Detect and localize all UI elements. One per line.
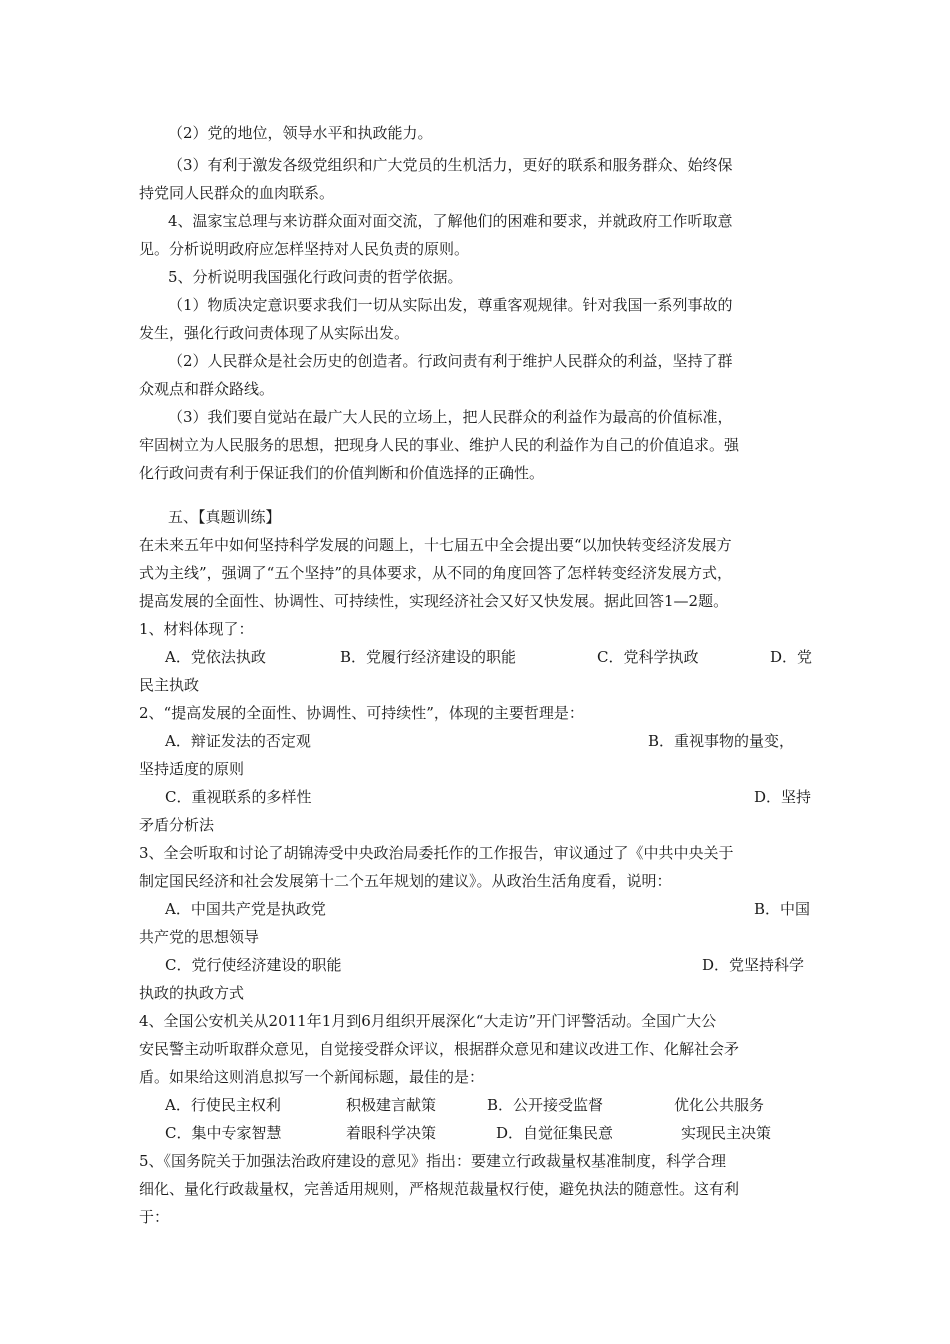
option-a: A．行使民主权利 [165, 1096, 281, 1114]
question-line: 安民警主动听取群众意见，自觉接受群众评议，根据群众意见和建议改进工作、化解社会矛 [139, 1040, 740, 1058]
question-line: 3、全会听取和讨论了胡锦涛受中央政治局委托作的工作报告，审议通过了《中共中央关于 [139, 844, 734, 862]
question-line: 4、全国公安机关从2011年1月到6月组织开展深化“大走访”开门评警活动。全国广大公 [139, 1012, 717, 1030]
question-line: 5、分析说明我国强化行政问责的哲学依据。 [168, 268, 463, 286]
answer-line: （2）党的地位，领导水平和执政能力。 [168, 124, 433, 142]
option-c-detail: 着眼科学决策 [346, 1124, 437, 1142]
option-c: C．重视联系的多样性 [165, 788, 312, 806]
question-line: 5、《国务院关于加强法治政府建设的意见》指出：要建立行政裁量权基准制度，科学合理 [139, 1152, 727, 1170]
material-line: 提高发展的全面性、协调性、可持续性，实现经济社会又好又快发展。据此回答1—2题。 [139, 592, 729, 610]
question-line: 盾。如果给这则消息拟写一个新闻标题，最佳的是： [139, 1068, 485, 1086]
option-c: C．党行使经济建设的职能 [165, 956, 342, 974]
answer-line: （2）人民群众是社会历史的创造者。行政问责有利于维护人民群众的利益，坚持了群 [168, 352, 733, 370]
option-continuation: 民主执政 [139, 676, 200, 694]
answer-line: （3）有利于激发各级党组织和广大党员的生机活力，更好的联系和服务群众、始终保 [168, 156, 733, 174]
question-line: 见。分析说明政府应怎样坚持对人民负责的原则。 [139, 240, 470, 258]
option-d: D．党坚持科学 [702, 956, 805, 974]
option-b: B．重视事物的量变， [648, 732, 795, 750]
question-line: 2、“提高发展的全面性、协调性、可持续性”，体现的主要哲理是： [139, 704, 584, 722]
option-a-detail: 积极建言献策 [346, 1096, 437, 1114]
answer-line: 发生，强化行政问责体现了从实际出发。 [139, 324, 410, 342]
section-heading: 五、【真题训练】 [168, 508, 281, 526]
option-a: A．辩证发法的否定观 [165, 732, 311, 750]
option-b-detail: 优化公共服务 [674, 1096, 765, 1114]
option-d: D．自觉征集民意 [496, 1124, 614, 1142]
question-line: 制定国民经济和社会发展第十二个五年规划的建议》。从政治生活角度看，说明： [139, 872, 672, 890]
option-b: B．党履行经济建设的职能 [340, 648, 517, 666]
option-continuation: 共产党的思想领导 [139, 928, 260, 946]
option-continuation: 坚持适度的原则 [139, 760, 245, 778]
option-c: C．党科学执政 [597, 648, 699, 666]
question-line: 1、材料体现了： [139, 620, 254, 638]
option-b: B．公开接受监督 [487, 1096, 604, 1114]
question-line: 4、温家宝总理与来访群众面对面交流，了解他们的困难和要求，并就政府工作听取意 [168, 212, 733, 230]
answer-line: 众观点和群众路线。 [139, 380, 275, 398]
option-d: D．坚持 [754, 788, 812, 806]
option-continuation: 执政的执政方式 [139, 984, 245, 1002]
option-d: D．党 [770, 648, 813, 666]
answer-line: 持党同人民群众的血肉联系。 [139, 184, 335, 202]
answer-line: 牢固树立为人民服务的思想，把现身人民的事业、维护人民的利益作为自己的价值追求。强 [139, 436, 740, 454]
option-d-detail: 实现民主决策 [681, 1124, 772, 1142]
answer-line: （1）物质决定意识要求我们一切从实际出发，尊重客观规律。针对我国一系列事故的 [168, 296, 733, 314]
question-line: 于： [139, 1208, 170, 1226]
option-c: C．集中专家智慧 [165, 1124, 282, 1142]
option-b: B．中国 [754, 900, 811, 918]
answer-line: （3）我们要自觉站在最广大人民的立场上，把人民群众的利益作为最高的价值标准， [168, 408, 733, 426]
option-a: A．中国共产党是执政党 [165, 900, 326, 918]
answer-line: 化行政问责有利于保证我们的价值判断和价值选择的正确性。 [139, 464, 545, 482]
material-line: 在未来五年中如何坚持科学发展的问题上，十七届五中全会提出要“以加快转变经济发展方 [139, 536, 732, 554]
material-line: 式为主线”，强调了“五个坚持”的具体要求，从不同的角度回答了怎样转变经济发展方式， [139, 564, 733, 582]
option-a: A．党依法执政 [165, 648, 266, 666]
option-continuation: 矛盾分析法 [139, 816, 215, 834]
question-line: 细化、量化行政裁量权，完善适用规则，严格规范裁量权行使，避免执法的随意性。这有利 [139, 1180, 740, 1198]
